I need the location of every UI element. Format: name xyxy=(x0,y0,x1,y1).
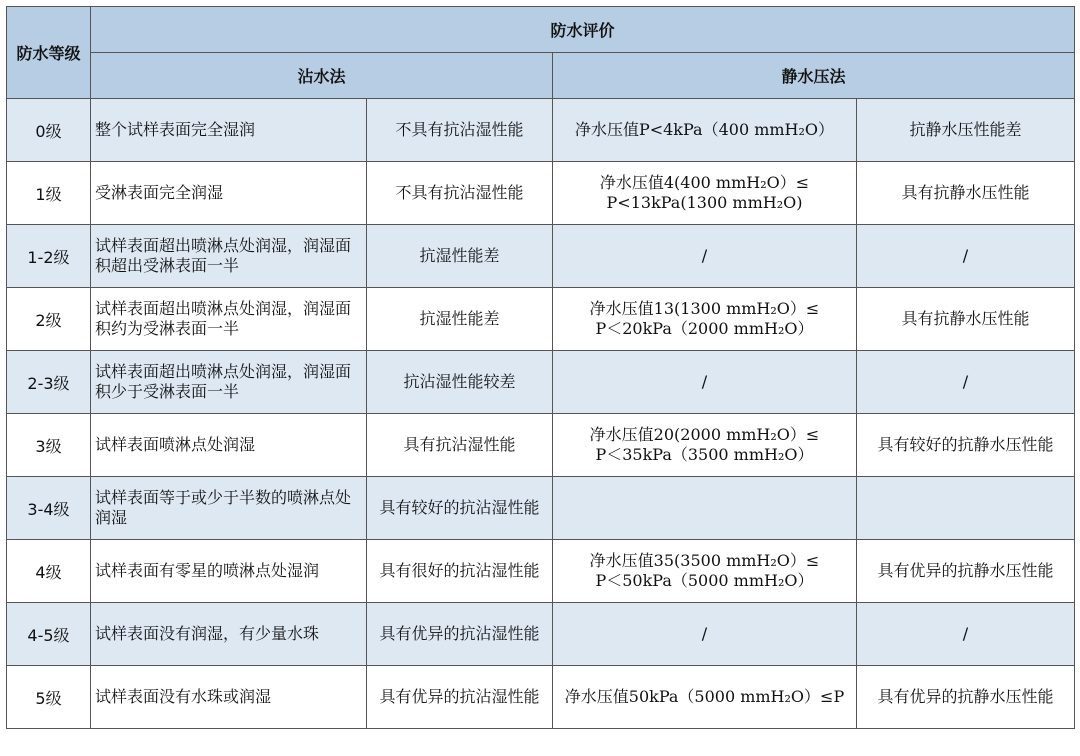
waterproof-grade-table xyxy=(6,6,1075,729)
hydro-value: / xyxy=(553,225,857,288)
grade-cell: 3级 xyxy=(7,414,91,477)
spray-description: 受淋表面完全润湿 xyxy=(91,162,367,225)
hydro-value xyxy=(553,162,857,225)
spray-evaluation: 抗湿性能差 xyxy=(367,288,553,351)
grade-cell: 2级 xyxy=(7,288,91,351)
spray-description: 试样表面超出喷淋点处润湿，润湿面积少于受淋表面一半 xyxy=(91,351,367,414)
hydro-value: 净水压值50kPa（5000 mmH₂O）≤P xyxy=(553,666,857,729)
hydro-value-line1: 净水压值13(1300 mmH₂O）≤ xyxy=(589,299,820,318)
spray-description: 试样表面没有润湿，有少量水珠 xyxy=(91,603,367,666)
hydro-value xyxy=(553,477,857,540)
grade-cell: 0级 xyxy=(7,99,91,162)
hydro-evaluation: 具有优异的抗静水压性能 xyxy=(857,540,1075,603)
spray-description: 试样表面超出喷淋点处润湿，润湿面积超出受淋表面一半 xyxy=(91,225,367,288)
spray-description: 整个试样表面完全湿润 xyxy=(91,99,367,162)
spray-evaluation: 抗湿性能差 xyxy=(367,225,553,288)
hydro-evaluation: / xyxy=(857,351,1075,414)
hydro-evaluation: 具有抗静水压性能 xyxy=(857,288,1075,351)
spray-description: 试样表面有零星的喷淋点处湿润 xyxy=(91,540,367,603)
hydro-value-line2: P＜20kPa（2000 mmH₂O） xyxy=(595,319,814,338)
spray-evaluation: 具有较好的抗沾湿性能 xyxy=(367,477,553,540)
spray-description: 试样表面超出喷淋点处润湿，润湿面积约为受淋表面一半 xyxy=(91,288,367,351)
hydro-value xyxy=(553,99,857,162)
hydro-value-line1: 净水压值P<4kPa（400 mmH₂O） xyxy=(574,120,835,139)
hydro-evaluation: 具有抗静水压性能 xyxy=(857,162,1075,225)
hydro-value: / xyxy=(553,603,857,666)
table-row xyxy=(7,288,1075,351)
grade-cell: 4级 xyxy=(7,540,91,603)
table-row xyxy=(7,603,1075,666)
table-row xyxy=(7,540,1075,603)
table-row xyxy=(7,414,1075,477)
hydro-evaluation: / xyxy=(857,225,1075,288)
spray-description: 试样表面等于或少于半数的喷淋点处润湿 xyxy=(91,477,367,540)
spray-evaluation: 具有优异的抗沾湿性能 xyxy=(367,666,553,729)
header-hydrostatic-method: 静水压法 xyxy=(553,53,1075,99)
hydro-value xyxy=(553,540,857,603)
grade-cell: 1-2级 xyxy=(7,225,91,288)
header-grade: 防水等级 xyxy=(7,7,91,99)
hydro-value: / xyxy=(553,351,857,414)
hydro-value xyxy=(553,414,857,477)
spray-evaluation: 具有很好的抗沾湿性能 xyxy=(367,540,553,603)
table-row xyxy=(7,477,1075,540)
table-row xyxy=(7,162,1075,225)
spray-evaluation: 具有抗沾湿性能 xyxy=(367,414,553,477)
hydro-evaluation: 具有较好的抗静水压性能 xyxy=(857,414,1075,477)
hydro-value-line2: P<13kPa(1300 mmH₂O) xyxy=(606,193,803,212)
hydro-evaluation: 具有优异的抗静水压性能 xyxy=(857,666,1075,729)
hydro-value-line1: 净水压值35(3500 mmH₂O）≤ xyxy=(589,551,820,570)
hydro-evaluation: 抗静水压性能差 xyxy=(857,99,1075,162)
hydro-value-line2: P＜35kPa（3500 mmH₂O） xyxy=(595,445,814,464)
spray-evaluation: 具有优异的抗沾湿性能 xyxy=(367,603,553,666)
grade-cell: 1级 xyxy=(7,162,91,225)
grade-cell: 4-5级 xyxy=(7,603,91,666)
header-evaluation: 防水评价 xyxy=(91,7,1075,53)
spray-evaluation: 抗沾湿性能较差 xyxy=(367,351,553,414)
hydro-evaluation xyxy=(857,477,1075,540)
spray-evaluation: 不具有抗沾湿性能 xyxy=(367,162,553,225)
grade-cell: 2-3级 xyxy=(7,351,91,414)
grade-cell: 5级 xyxy=(7,666,91,729)
spray-description: 试样表面没有水珠或润湿 xyxy=(91,666,367,729)
table-row xyxy=(7,225,1075,288)
hydro-value-line1: 净水压值4(400 mmH₂O）≤ xyxy=(599,173,810,192)
hydro-evaluation: / xyxy=(857,603,1075,666)
table-row xyxy=(7,351,1075,414)
table-row xyxy=(7,666,1075,729)
table-row xyxy=(7,99,1075,162)
hydro-value xyxy=(553,288,857,351)
grade-cell: 3-4级 xyxy=(7,477,91,540)
header-spray-method: 沾水法 xyxy=(91,53,553,99)
hydro-value-line1: 净水压值20(2000 mmH₂O）≤ xyxy=(589,425,820,444)
spray-description: 试样表面喷淋点处润湿 xyxy=(91,414,367,477)
spray-evaluation: 不具有抗沾湿性能 xyxy=(367,99,553,162)
hydro-value-line2: P＜50kPa（5000 mmH₂O） xyxy=(595,571,814,590)
